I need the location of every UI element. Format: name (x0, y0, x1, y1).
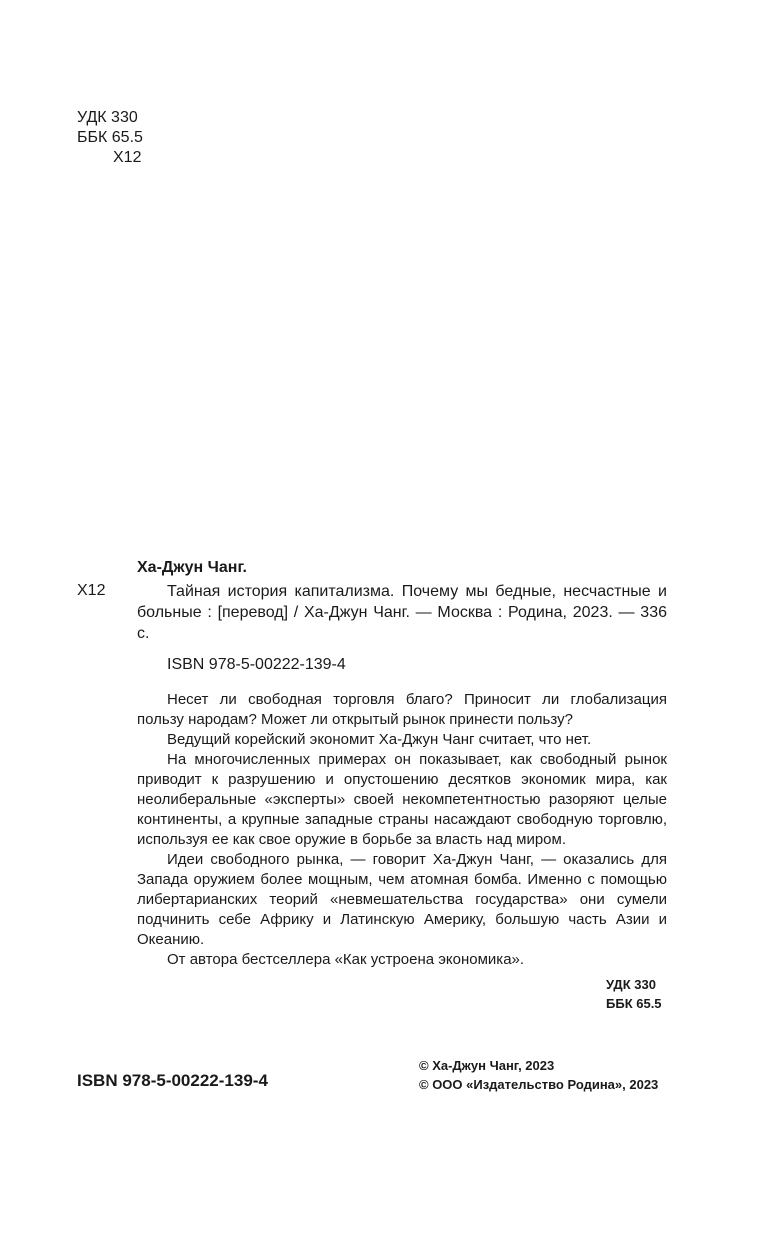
bibliographic-text: Тайная история капитализма. Почему мы бедные, несчастные и больные : [перевод] / Ха-Джун Чанг. — Москва : Родина, 2023. — 336 с. (137, 583, 667, 642)
udk-code-bottom: УДК 330 (606, 977, 656, 992)
bbk-code: ББК 65.5 (77, 129, 143, 146)
annotation-paragraph: Ведущий корейский экономит Ха-Джун Чанг считает, что нет. (167, 731, 592, 748)
udk-code: УДК 330 (77, 109, 138, 126)
bbk-code-bottom: ББК 65.5 (606, 996, 662, 1011)
author-mark-code: Х12 (113, 149, 142, 166)
copyright-block (419, 1056, 658, 1094)
record-isbn: ISBN 978-5-00222-139-4 (167, 656, 346, 673)
bibliographic-description (137, 581, 667, 644)
top-classification-codes (77, 108, 143, 168)
annotation-paragraph: На многочисленных примерах он показывает, как свободный рынок приводит к разрушению и опустошению десятков экономик мира, как неолиберальные «эксперты» своей некомпетентностью разоряют целые континенты, а крупные западные страны насаждают свободную торговлю, используя ее как свое оружие в борьбе за власть над миром. (137, 751, 667, 848)
annotation-paragraph: От автора бестселлера «Как устроена экономика». (167, 951, 525, 968)
record-author-mark: Х12 (77, 582, 106, 599)
footer-isbn: ISBN 978-5-00222-139-4 (77, 1071, 268, 1090)
bottom-classification-codes (606, 975, 662, 1013)
annotation-paragraph: Идеи свободного рынка, — говорит Ха-Джун Чанг, — оказались для Запада оружием более мощным, чем атомная бомба. Именно с помощью либертарианских теорий «невмешательства государства» они сумели подчинить себе Африку и Латинскую Америку, большую часть Азии и Океанию. (137, 851, 667, 948)
annotation (137, 690, 667, 970)
annotation-paragraph: Несет ли свободная торговля благо? Приносит ли глобализация пользу народам? Может ли открытый рынок принести пользу? (137, 691, 667, 728)
author-heading: Ха-Джун Чанг. (137, 559, 247, 576)
copyright-author: © Ха-Джун Чанг, 2023 (419, 1058, 555, 1073)
copyright-publisher: © ООО «Издательство Родина», 2023 (419, 1077, 659, 1092)
